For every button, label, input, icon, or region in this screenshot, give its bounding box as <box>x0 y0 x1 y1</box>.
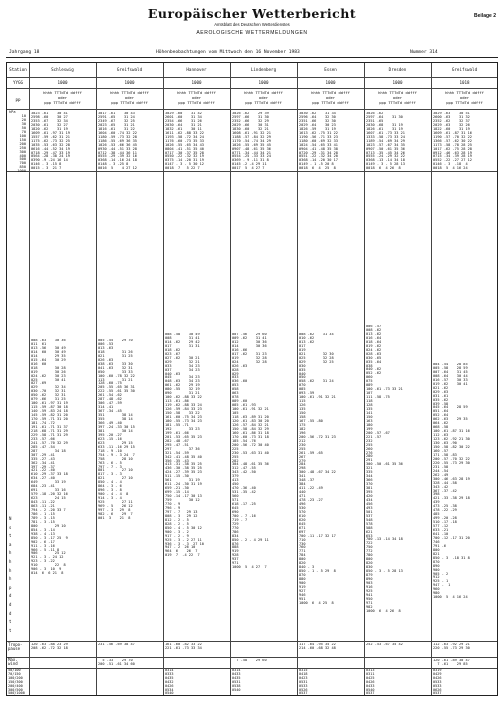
group-format-1: hhhh TTTdTd ddfff <box>378 90 417 95</box>
group-format-2: oder <box>459 95 470 100</box>
group-format-2: oder <box>325 95 336 100</box>
col-divider <box>297 63 298 695</box>
station-name: Dresden <box>388 67 407 72</box>
group-format-2: oder <box>124 95 135 100</box>
jahrgang: Jahrgang 18 <box>9 50 40 55</box>
windshear-block: 0313 0311 0425 0426 0433 0540 0537 <box>366 669 375 696</box>
windshear-label: 50/100 70/150 100/200 150/300 200/400 300/500 500/1000 <box>8 668 25 696</box>
station-code: 1000 <box>258 80 269 85</box>
group-format-1: hhhh TTTdTd ddfff <box>244 90 283 95</box>
col-divider <box>230 63 231 695</box>
standard-levels-block: 3026 -62 29 39 2597 -66 31 30 2352 -66 32 29 2029 -66 30 31 1830 -60 32 21 1608 -61 -91 32 21 1188 -57 -84 32 29 1170 -54 -74 34 29 1026 -55 -69 35 45 0907 -48 -61 35 36 0771 -34 -44 34 21 0554 -25 -33 33 24 0369 - 9 -11 31 8 0145 -2 -4 29 11 0017 5 4 27 7 <box>232 112 271 170</box>
col-divider <box>431 63 432 695</box>
standard-levels-block: 3030 -62 31 34 2596 -64 32 30 2351 -66 32 30 2029 -64 30 23 1826 -59 31 19 1613 -62 -75 31 22 1190 -56 -71 33 23 1180 -60 -69 32 33 1024 -54 -65 33 41 0904 -41 -48 35 38 0720 -29 -31 34 28 0551 -22 -32 34 20 0368 -14 -20 30 17 0149 - 1 -5 20 8 0018 6 4 25 8 <box>299 112 338 170</box>
standard-levels-block: 3017 -61 30 43 2591 -65 31 24 2349 -67 32 25 2023 -65 31 21 1816 -61 31 22 1604 -60 -74 32 22 1180 -59 -73 32 28 1186 -55 -69 36 35 1026 -53 -66 36 45 0930 -44 -51 33 28 0712 -38 -44 36 11 0555 -29 -39 32 16 0368 -14 -16 24 18 0148 - 3 -25 8 0016 5 4 27 12 <box>98 112 137 170</box>
row-divider <box>7 109 497 110</box>
group-format-1: hhhh TTTdTd ddfff <box>445 90 484 95</box>
station-code: 1000 <box>392 80 403 85</box>
max-wind-block: 5 -33 29 70 200 -51 -61 34 60 <box>98 659 135 666</box>
significant-levels-block: 006 -57 008 -62 013 -62 016 -64 018 -64 019 -62 024 -62 028 -63 030 -65 035 -64 038 040 -62 052 -62 060 075 089 100 -61 -73 33 21 107 111 -58 -75 118 128 135 141 150 163 180 199 200 -57 -67 221 -57 232 255 260 276 280 291 300 -50 -61 35 36 321 335 344 366 370 381 395 420 434 456 493 501 537 548 578 588 621 653 700 -13 -14 34 18 722 750 772 780 800 820 830 850 - 3 - 5 28 13 879 890 903 916 925 941 950 971 982 1000 6 4 26 8 <box>366 325 403 613</box>
group-format-3: ppp TTTdTd ddfff <box>44 100 81 105</box>
significant-levels-block: 008 -58 30 49 008 31 41 014 -62 29 42 017 31 31 018 -62 023 -67 027 -62 30 21 029 32 21 033 34 23 037 34 23 040 -63 045 34 23 048 -63 34 23 061 -62 29 19 080 -55 32 19 090 31 21 100 -62 -88 33 22 113 -61 -86 119 -62 -88 33 24 126 -59 -84 33 23 150 -58 33 22 161 -60 -75 34 23 180 -55 -73 34 23 181 -55 -71 192 33 23 199 -61 -66 201 -53 -65 35 23 282 -48 -67 295 -47 -51 297 37 36 321 -54 -59 342 -41 -48 35 40 356 -35 -43 413 -31 -38 35 25 436 -30 -38 35 25 424 -27 -39 35 23 511 -15 -30 561 31 19 611 -24 -30 31 19 659 -21 -30 699 -15 -14 750 -14 -17 30 13 759 30 12 770 - 9 796 - 9 797 - 7 29 13 808 - 3 29 12 812 - 2 - 5 828 - 2 - 5 850 - 4 - 5 30 12 900 - 3 - 2 917 - 2 - 9 925 - 3 - 2 27 11 936 - 3 - 3 27 10 947 - 2 26 10 964 6 26 7 019 7 -4 22 7 <box>165 333 204 558</box>
observation-date: Höhenbeobachtungen vom Mittwoch den 16 November 1983 <box>156 50 300 55</box>
windshear-block: 0314 0333 0435 0432 0426 0534 0540 <box>165 669 174 696</box>
station-code: 1000 <box>124 80 135 85</box>
station-name: Hannover <box>186 67 207 72</box>
group-format-3: ppp TTTdTd ddfff <box>446 100 483 105</box>
group-format-3: ppp TTTdTd ddfff <box>111 100 148 105</box>
publisher-line: Amtsblatt des Deutschen Wetterdienstes <box>214 22 290 27</box>
station-code: 1000 <box>57 80 68 85</box>
col-divider <box>163 63 164 695</box>
beilage-label: Beilage 2 <box>474 13 496 19</box>
tropopause-block: 117 -64 -95 35 22 214 -60 -68 32 48 <box>299 643 336 650</box>
station-name: Essen <box>324 67 337 72</box>
station-name: Greifswald <box>451 67 478 72</box>
side-letters: N s t a h h h h p d d d t t <box>9 516 12 633</box>
significant-levels-block: 008 -62 31 34 010 -62 013 -62 017 019 021 32 30 025 32 28 029 32 25 030 035 040 050 058 -62 31 24 070 085 093 -59 100 -61 -91 32 21 115 126 135 150 158 167 -55 -80 175 182 196 200 -56 -72 31 23 212 230 255 261 -59 -65 267 279 284 298 300 -48 -67 34 22 341 348 -37 384 411 -22 -49 440 471 478 -23 -27 496 530 570 610 620 645 671 697 700 -11 -17 32 17 710 730 760 771 784 800 820 840 - 3 850 - 1 - 5 29 8 870 880 900 919 927 946 951 1000 6 4 25 8 <box>299 333 336 605</box>
group-format-2: oder <box>392 95 403 100</box>
significant-levels-block: 004 -54 28 85 005 -58 28 59 007 -64 31 45 008 -64 30 44 016 -57 30 33 019 -62 30 41 021 -62 029 -63 031 -61 035 -62 039 -58 045 -64 28 59 051 -64 052 -64 062 -63 29 35 064 -62 068 -58 100 -61 -87 31 16 112 -63 123 -62 -92 21 30 130 -63 -90 150 -58 -82 30 22 160 -57 171 -58 -83 200 -57 -70 32 22 220 -55 -73 29 30 231 -58 244 -54 262 -49 300 -46 -63 28 19 328 -44 -58 343 -42 367 -37 -42 398 421 -33 -38 29 18 439 473 -25 -38 478 -22 -29 485 499 -20 -28 510 -17 -18 577 -12 633 -21 641 -10 700 -12 -17 31 20 746 791 -6 800 821 850 - 3 -18 31 8 870 890 900 905 - 2 912 925 - 1 947 - 1 960 980 1000 5 4 16 24 <box>433 363 470 600</box>
col-divider <box>29 63 30 695</box>
standard-levels-block: 3023 -61 30 41 2598 -60 30 27 2353 -67 32 34 2030 -61 32 27 1820 -62 31 19 1609 -61 -97 31 19 1557 -59 -62 31 21 1175 -62 -73 32 25 1035 -53 -63 32 28 0616 -44 -52 34 19 0718 -29 -47 33 19 0564 -28 -38 24 19 0390 -9 -24 16 14 0146 - 3 -15 8 0015 - 3 21 7 <box>31 112 70 170</box>
station-name: Lindenberg <box>250 67 277 72</box>
windshear-block: 0315 0418 0423 0531 0533 0526 0537 <box>299 669 308 696</box>
significant-levels-block: 007 -56 29 60 009 -62 31 41 012 30 36 014 30 36 016 -66 017 -62 31 23 019 32 28 024 32 28 026 -63 028 029 033 036 -60 053 058 063 078 089 -60 085 -61 -93 100 -61 -91 32 21 105 118 -63 -89 31 20 120 -61 -83 30 20 126 -57 -84 32 21 150 -58 -84 32 29 160 -61 -86 31 18 170 -60 -73 31 18 185 -54 -76 200 -56 -72 30 40 225 230 -53 -63 31 40 255 282 304 -48 -61 35 36 312 -47 -55 343 -42 -50 379 413 450 470 -36 -40 531 -35 -42 560 571 618 -17 -25 645 690 700 - 7 -16 719 - 7 729 770 786 834 850 - 2 - 4 29 11 876 888 919 928 937 971 1000 5 4 27 7 <box>232 333 269 570</box>
station-label: Station <box>9 67 27 72</box>
significant-levels-block: 008 -63 30 36 011 61 013 -56 30 49 014 60 30 49 014 29 35 015 -64 30 29 016 60 018 30 28 019 30 26 024 -62 30 23 025 30 41 027 -69 029 32 34 030 -70 32 31 050 -62 32 31 079 -66 31 25 100 -61 -97 31 19 115 -59 -87 30 18 140 -59 -83 24 18 145 -59 -82 31 20 170 -59 -71 31 20 181 -74 -72 191 -61 -71 31 37 218 -68 -71 31 29 229 -58 -71 31 29 233 -57 -66 241 -57 -70 32 29 285 -47 -54 287 34 18 307 -29 -41 335 -27 -43 362 -34 -41 397 -29 -37 421 -22 -40 610 -29 -37 33 18 634 -27 -40 649 33 19 684 -23 -41 691 33 16 579 -18 -20 32 16 623 24 15 843 -11 -22 863 -11 -21 794 - 2 -20 33 7 786 - 1 -15 789 - 3 -15 781 - 3 -15 800 29 10 854 - 3 -14 938 - 4 -13 850 - 3 -17 25 9 902 - 6 -17 911 - 3 -16 966 - 5 -11 8 906 25 12 921 - 3 - 24 12 923 - 3 -22 910 22 8 906 - 3 10 9 014 6 6 21 8 <box>31 339 68 576</box>
col-divider <box>364 63 365 695</box>
group-format-3: ppp TTTdTd ddfff <box>178 100 215 105</box>
pp-label: pp <box>15 97 21 102</box>
tropopause-block: 161 -60 -82 33 22 221 -61 -73 33 34 <box>165 643 202 650</box>
tropopause-block: 252 -53 -67 35 42 <box>366 643 403 646</box>
group-format-3: ppp TTTdTd ddfff <box>379 100 416 105</box>
group-format-1: hhhh TTTdTd ddfff <box>43 90 82 95</box>
tropopause-label: Tropo- pause <box>8 642 23 652</box>
row-divider <box>7 657 497 658</box>
section-title: AEROLOGISCHE WETTERMELDUNGEN <box>196 30 308 36</box>
row-divider <box>7 88 497 89</box>
group-format-1: hhhh TTTdTd ddfff <box>110 90 149 95</box>
station-name: Schleswig <box>51 67 74 72</box>
group-format-3: ppp TTTdTd ddfff <box>245 100 282 105</box>
standard-levels-block: 3026 -62 2597 -64 31 30 2351 -65 2030 -68 31 19 1826 -61 31 19 1607 -61 -73 33 21 1333 -58 -73 33 24 1189 -54 -69 34 29 1023 -57 -67 34 35 0907 -50 -61 35 36 0713 -35 -45 34 26 0555 -24 -29 32 22 0368 -13 -14 34 18 0149 - 3 - 5 28 13 0018 6 4 26 8 <box>366 112 405 170</box>
group-format-1: hhhh TTTdTd ddfff <box>177 90 216 95</box>
significant-levels-block: 005 -55 29 70 006 -53 013 -63 018 31 26 021 31 25 026 -63 038 -63 33 30 041 -63 32 31 050 33 33 100 -60 -78 32 22 113 31 21 128 -60 -75 205 -55 -65 36 31 222 -55 -61 35 30 261 -54 -62 287 -48 -62 306 -47 -59 314 -41 367 -34 -45 351 38 14 355 38 14 366 -49 -40 397 -24 -33 30 15 381 30 14 395 -20 -27 623 -15 -16 623 29 15 633 -11 -16 29 15 718 - 9 -10 754 - 9 - 3 24 7 758 28 10 763 - 6 - 5 797 - 7 - 3 801 27 10 817 - 3 - 3 821 27 10 850 - 4 - 4 864 - 3 - 6 896 - 3 - 8 900 - 4 - 4 8 914 - 3 - 4 925 27 11 969 - 5 26 12 997 - 3 29 8 982 - 6 29 7 001 3 21 8 <box>98 339 135 520</box>
hpa-label: hPa <box>9 110 16 114</box>
max-wind-block: 7 -58 29 60 <box>232 659 267 662</box>
station-code: 1000 <box>325 80 336 85</box>
meta-line <box>6 49 498 58</box>
row-divider <box>7 171 497 172</box>
issue-number: Nummer 314 <box>410 50 438 55</box>
tropopause-block: 120 -63 -88 23 29 208 -62 -72 32 18 <box>31 643 68 650</box>
tropopause-block: 112 -63 -92 29 21 220 -55 -73 29 30 <box>433 643 470 650</box>
group-format-2: oder <box>258 95 269 100</box>
standard-levels-block: 3029 -63 30 51 2600 -63 31 32 2352 -62 32 37 2029 -63 32 26 1822 -60 31 19 1609 -61 -87 31 16 1190 -57 -70 32 22 1366 -57 -62 30 22 1173 -58 -78 28 25 1017 -62 -75 28 28 0912 -46 -63 28 19 0715 -34 -39 28 19 0552 -22 -27 27 12 0146 - 3 -18 4 0018 5 4 16 24 <box>433 112 472 170</box>
row-divider <box>7 77 497 78</box>
group-format-3: ppp TTTdTd ddfff <box>312 100 349 105</box>
col-divider <box>96 63 97 695</box>
group-format-2: oder <box>191 95 202 100</box>
station-code: 1018 <box>459 80 470 85</box>
station-code: 1000 <box>191 80 202 85</box>
pressure-levels: 10 20 30 50 70 100 150 200 250 300 400 500 700 850 1000 <box>17 114 26 174</box>
row-divider <box>7 641 497 642</box>
tropopause-block: 231 -56 -69 38 47 <box>98 643 135 646</box>
data-table <box>6 62 498 696</box>
page-title: Europäischer Wetterbericht <box>147 6 357 21</box>
yygg-label: YYGG <box>12 80 24 85</box>
group-format-2: oder <box>57 95 68 100</box>
bulletin-page <box>6 4 498 722</box>
windshear-block: 0319 0429 0426 0533 0533 0626 0537 <box>433 669 442 696</box>
group-format-1: hhhh TTTdTd ddfff <box>311 90 350 95</box>
standard-levels-block: 3029 -60 31 42 2601 -60 31 34 2354 -66 31 26 2030 -64 31 21 1832 -61 30 11 1611 -62 -88 33 22 1193 -58 -72 34 24 1176 -60 -73 35 33 1026 -55 -65 34 43 0804 -41 -51 35 40 0717 -30 -37 35 28 0550 -22 -32 32 19 0375 -14 -20 31 19 0147 - 3 - 5 30 12 0018 7 5 22 7 <box>165 112 204 170</box>
station-name: Greifswald <box>116 67 143 72</box>
max-wind-label: Max. wind <box>8 657 18 667</box>
max-wind-block: 120 -61 -89 30 47 7 -61 29 85 <box>433 659 470 666</box>
windshear-block: 0314 0433 0435 0531 0538 0540 <box>232 669 241 692</box>
